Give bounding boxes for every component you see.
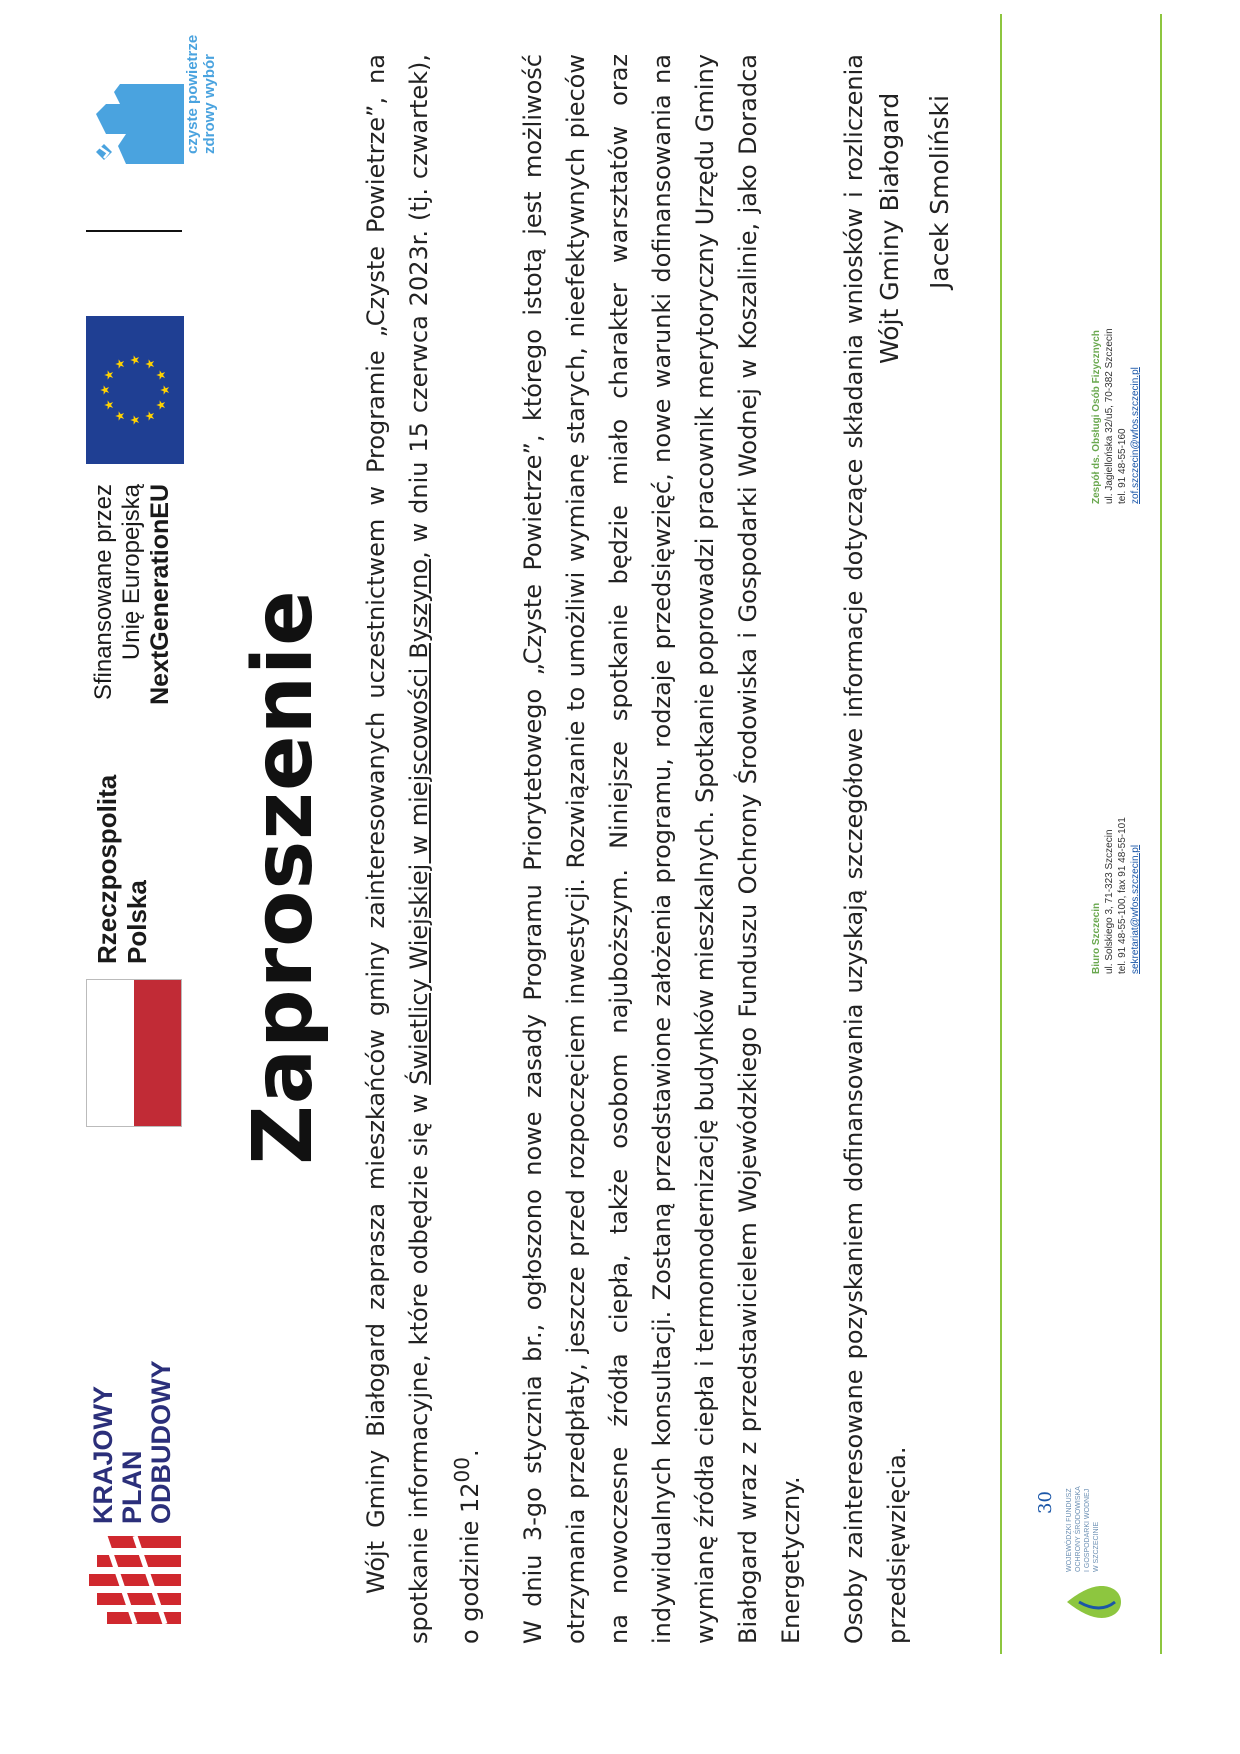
wfos-name: WOJEWÓDZKI FUNDUSZ OCHRONY ŚRODOWISKA I GOSPODARKI WODNEJ W SZCZECINIE xyxy=(1066,1486,1100,1572)
page-title: Zaproszenie xyxy=(236,589,331,1165)
office-zof: Zespół ds. Obsługi Osób Fizycznych ul. Jagiellońska 32/u5, 70-382 Szczecin tel. 91 48-55-160 zof.szczecin@wfos.szczecin.pl xyxy=(1091,328,1141,504)
eu-star-icon: ★ xyxy=(153,399,168,411)
office-szczecin: Biuro Szczecin ul. Solskiego 3, 71-323 Szczecin tel. 91 48-55-100, fax 91 48-55-101 sekretariat@wfos.szczecin.pl xyxy=(1091,817,1141,974)
eu-star-icon: ★ xyxy=(153,369,168,381)
footer-divider-bottom xyxy=(1160,14,1162,1654)
kpo-logo xyxy=(85,1324,185,1624)
paragraph-closing: Osoby zainteresowane pozyskaniem dofinansowania uzyskają szczegółowe informacje dotyczące składania wniosków i rozliczenia przedsięwzięcia. xyxy=(840,54,911,1644)
eu-star-icon: ★ xyxy=(143,410,157,422)
eu-star-icon: ★ xyxy=(98,384,112,396)
eu-star-icon: ★ xyxy=(158,384,172,396)
paragraph-program-info: W dniu 3-go stycznia br., ogłoszono nowe zasady Programu Priorytetowego „Czyste Powietrze”, którego istotą jest możliwość otrzymania przedpłaty, jeszcze przed rozpoczęciem inwestycji. Rozwiązanie to umożliwi wymianę starych, nieefektywnych pieców na nowoczesne źródła ciepła, także osobom najuboższym. Niniejsze spotkanie będzie miało charakter warsztatów oraz indywidualnych konsultacji. Zostaną przedstawione założenia programu, rodzaje przedsięwzięć, nowe warunki dofinansowania na wymianę źródła ciepła i termomodernizację budynków mieszkalnych. Spotkanie poprowadzi pracownik merytoryczny Urzędu Gminy Białogard wraz z przedstawicielem Wojewódzkiego Funduszu Ochrony Środowiska i Gospodarki Wodnej w Koszalinie, jako Doradca Energetyczny. xyxy=(519,54,805,1644)
czyste-powietrze-icon xyxy=(86,14,184,164)
office-email-link[interactable]: zof.szczecin@wfos.szczecin.pl xyxy=(1130,367,1141,504)
cp-line: zdrowy wybór xyxy=(201,53,218,154)
eu-star-icon: ★ xyxy=(102,369,117,381)
kpo-line: ODBUDOWY xyxy=(146,1360,176,1524)
nge-line: Sfinansowane przez xyxy=(90,484,117,701)
paragraph-invitation: Wójt Gminy Białogard zaprasza mieszkańców gminy zainteresowanych uczestnictwem w Programie „Czyste Powietrze”, na spotkanie informacyjne, które odbędzie się w Świetlicy Wiejskiej w miejscowości Byszyno, w dniu 15 czerwca 2023r. (tj. czwartek), o godzinie $12^{00}$. xyxy=(362,54,484,1644)
signature-role: Wójt Gminy Białogard xyxy=(875,92,904,364)
poland-flag xyxy=(86,979,182,1127)
rp-line: Polska xyxy=(122,880,152,964)
eu-star-icon: ★ xyxy=(128,354,142,366)
nge-line: NextGenerationEU xyxy=(146,484,174,705)
footer-divider-top xyxy=(1000,14,1002,1654)
nge-line: Unię Europejską xyxy=(118,484,145,661)
kpo-line: PLAN xyxy=(117,1450,147,1524)
eu-flag-icon xyxy=(86,316,184,464)
wfos-leaf-icon xyxy=(1065,1580,1125,1624)
cp-line: czyste powietrze xyxy=(184,34,201,154)
wfos-logo xyxy=(1025,1484,1145,1624)
kpo-line: KRAJOWY xyxy=(88,1385,118,1524)
eu-star-icon: ★ xyxy=(143,358,157,370)
eu-star-icon: ★ xyxy=(128,414,142,426)
rzeczpospolita-logo-text xyxy=(92,775,152,964)
eu-star-icon: ★ xyxy=(113,358,127,370)
czyste-powietrze-text xyxy=(184,14,218,154)
kpo-mark-icon xyxy=(85,1536,181,1624)
rp-line: Rzeczpospolita xyxy=(92,774,122,964)
nextgeneration-eu-text xyxy=(90,484,174,784)
eu-star-icon: ★ xyxy=(102,399,117,411)
czyste-powietrze-logo xyxy=(86,14,218,164)
eu-star-icon: ★ xyxy=(113,410,127,422)
header-divider xyxy=(86,230,182,232)
letter-body xyxy=(355,54,939,1644)
office-email-link[interactable]: sekretariat@wfos.szczecin.pl xyxy=(1130,844,1141,974)
meeting-place: Świetlicy Wiejskiej w miejscowości Byszyno xyxy=(405,558,433,1085)
kpo-logo-text xyxy=(89,1361,176,1525)
signature-name: Jacek Smoliński xyxy=(925,95,954,289)
wfos-30-badge: 30 xyxy=(1035,1491,1056,1514)
